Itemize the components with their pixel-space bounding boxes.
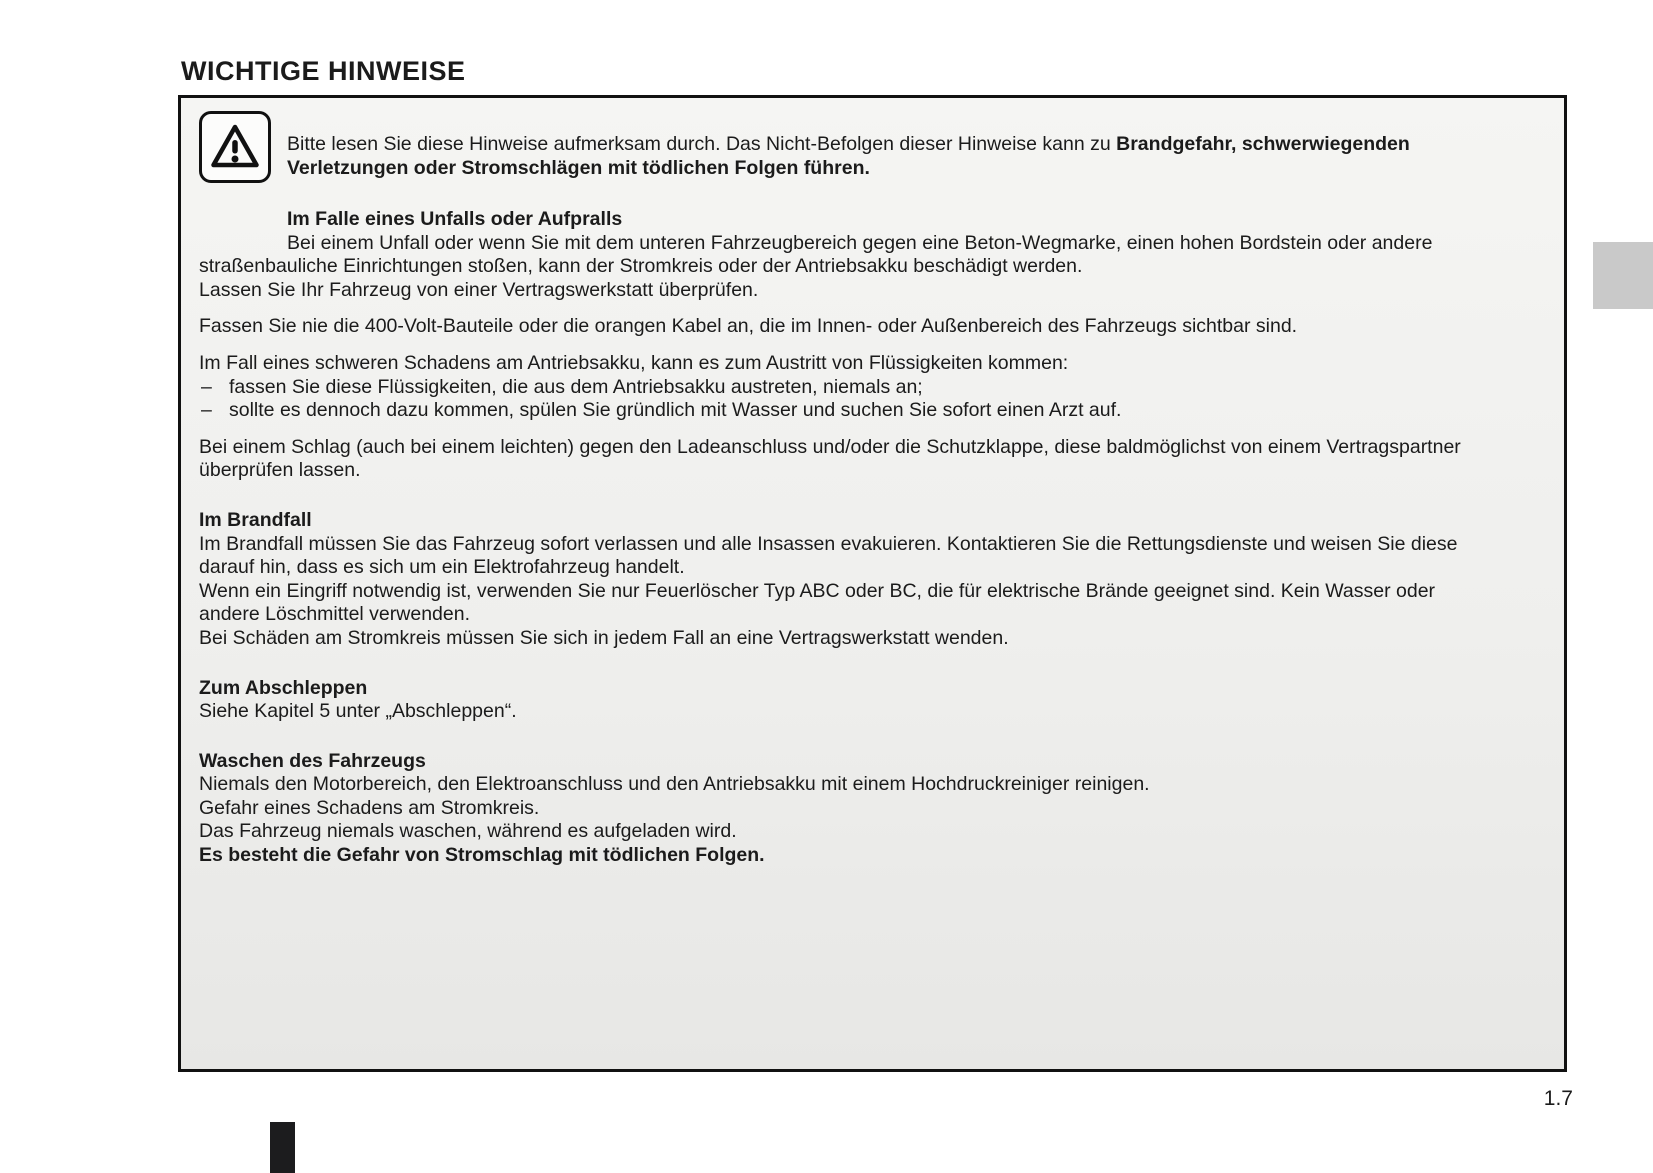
section-heading: Waschen des Fahrzeugs	[199, 749, 426, 772]
footer-bar	[270, 1122, 295, 1173]
paragraph: Es besteht die Gefahr von Stromschlag mit tödlichen Folgen.	[199, 844, 765, 867]
paragraph: Bei Schäden am Stromkreis müssen Sie sich in jedem Fall an eine Vertragswerkstatt wenden.	[199, 626, 1009, 649]
paragraph: Lassen Sie Ihr Fahrzeug von einer Vertragswerkstatt überprüfen.	[199, 278, 759, 301]
warning-triangle-icon	[199, 111, 271, 183]
paragraph: Im Fall eines schweren Schadens am Antriebsakku, kann es zum Austritt von Flüssigkeiten kommen:	[199, 351, 1069, 374]
notice-body	[199, 208, 1489, 868]
paragraph: Bei einem Schlag (auch bei einem leichten) gegen den Ladeanschluss und/oder die Schutzklappe, diese baldmöglichst von einem Vertragspartner überprüfen lassen.	[199, 435, 1461, 482]
page-number: 1.7	[1543, 1087, 1573, 1110]
important-notice-box	[178, 95, 1567, 1072]
paragraph: Fassen Sie nie die 400-Volt-Bauteile oder die orangen Kabel an, die im Innen- oder Außenbereich des Fahrzeugs sichtbar sind.	[199, 315, 1298, 338]
section-tab	[1593, 242, 1653, 309]
list-item: – sollte es dennoch dazu kommen, spülen Sie gründlich mit Wasser und suchen Sie sofort einen Arzt auf.	[201, 399, 1122, 422]
intro-row	[199, 111, 1489, 199]
paragraph: Im Brandfall müssen Sie das Fahrzeug sofort verlassen und alle Insassen evakuieren. Kontaktieren Sie die Rettungsdienste und weisen Sie diese darauf hin, dass es sich um ein Elektrofahrzeug handelt.	[199, 532, 1458, 579]
paragraph: Wenn ein Eingriff notwendig ist, verwenden Sie nur Feuerlöscher Typ ABC oder BC, die für elektrische Brände geeignet sind. Kein Wasser oder andere Löschmittel verwenden.	[199, 579, 1436, 626]
list-dash: –	[201, 399, 212, 422]
page-title: WICHTIGE HINWEISE	[181, 56, 466, 87]
intro-paragraph: Bitte lesen Sie diese Hinweise aufmerksam durch. Das Nicht-Befolgen dieser Hinweise kann zu Brandgefahr, schwerwiegenden Verletzungen oder Stromschlägen mit tödlichen Folgen führen.	[287, 132, 1410, 179]
paragraph: Siehe Kapitel 5 unter „Abschleppen“.	[199, 700, 517, 723]
section-heading: Im Falle eines Unfalls oder Aufpralls	[287, 208, 623, 230]
section-heading: Im Brandfall	[199, 508, 312, 531]
list-dash: –	[201, 375, 212, 398]
list-item: – fassen Sie diese Flüssigkeiten, die aus dem Antriebsakku austreten, niemals an;	[201, 375, 923, 398]
paragraph: Bei einem Unfall oder wenn Sie mit dem unteren Fahrzeugbereich gegen eine Beton-Wegmarke, einen hohen Bordstein oder andere straßenbauliche Einrichtungen stoßen, kann der Stromkreis oder der Antriebsakku beschädigt werden.	[199, 231, 1433, 278]
section-heading: Zum Abschleppen	[199, 676, 368, 699]
paragraph: Niemals den Motorbereich, den Elektroanschluss und den Antriebsakku mit einem Hochdruckreiniger reinigen.	[199, 773, 1150, 796]
paragraph: Das Fahrzeug niemals waschen, während es aufgeladen wird.	[199, 820, 737, 843]
paragraph: Gefahr eines Schadens am Stromkreis.	[199, 796, 540, 819]
